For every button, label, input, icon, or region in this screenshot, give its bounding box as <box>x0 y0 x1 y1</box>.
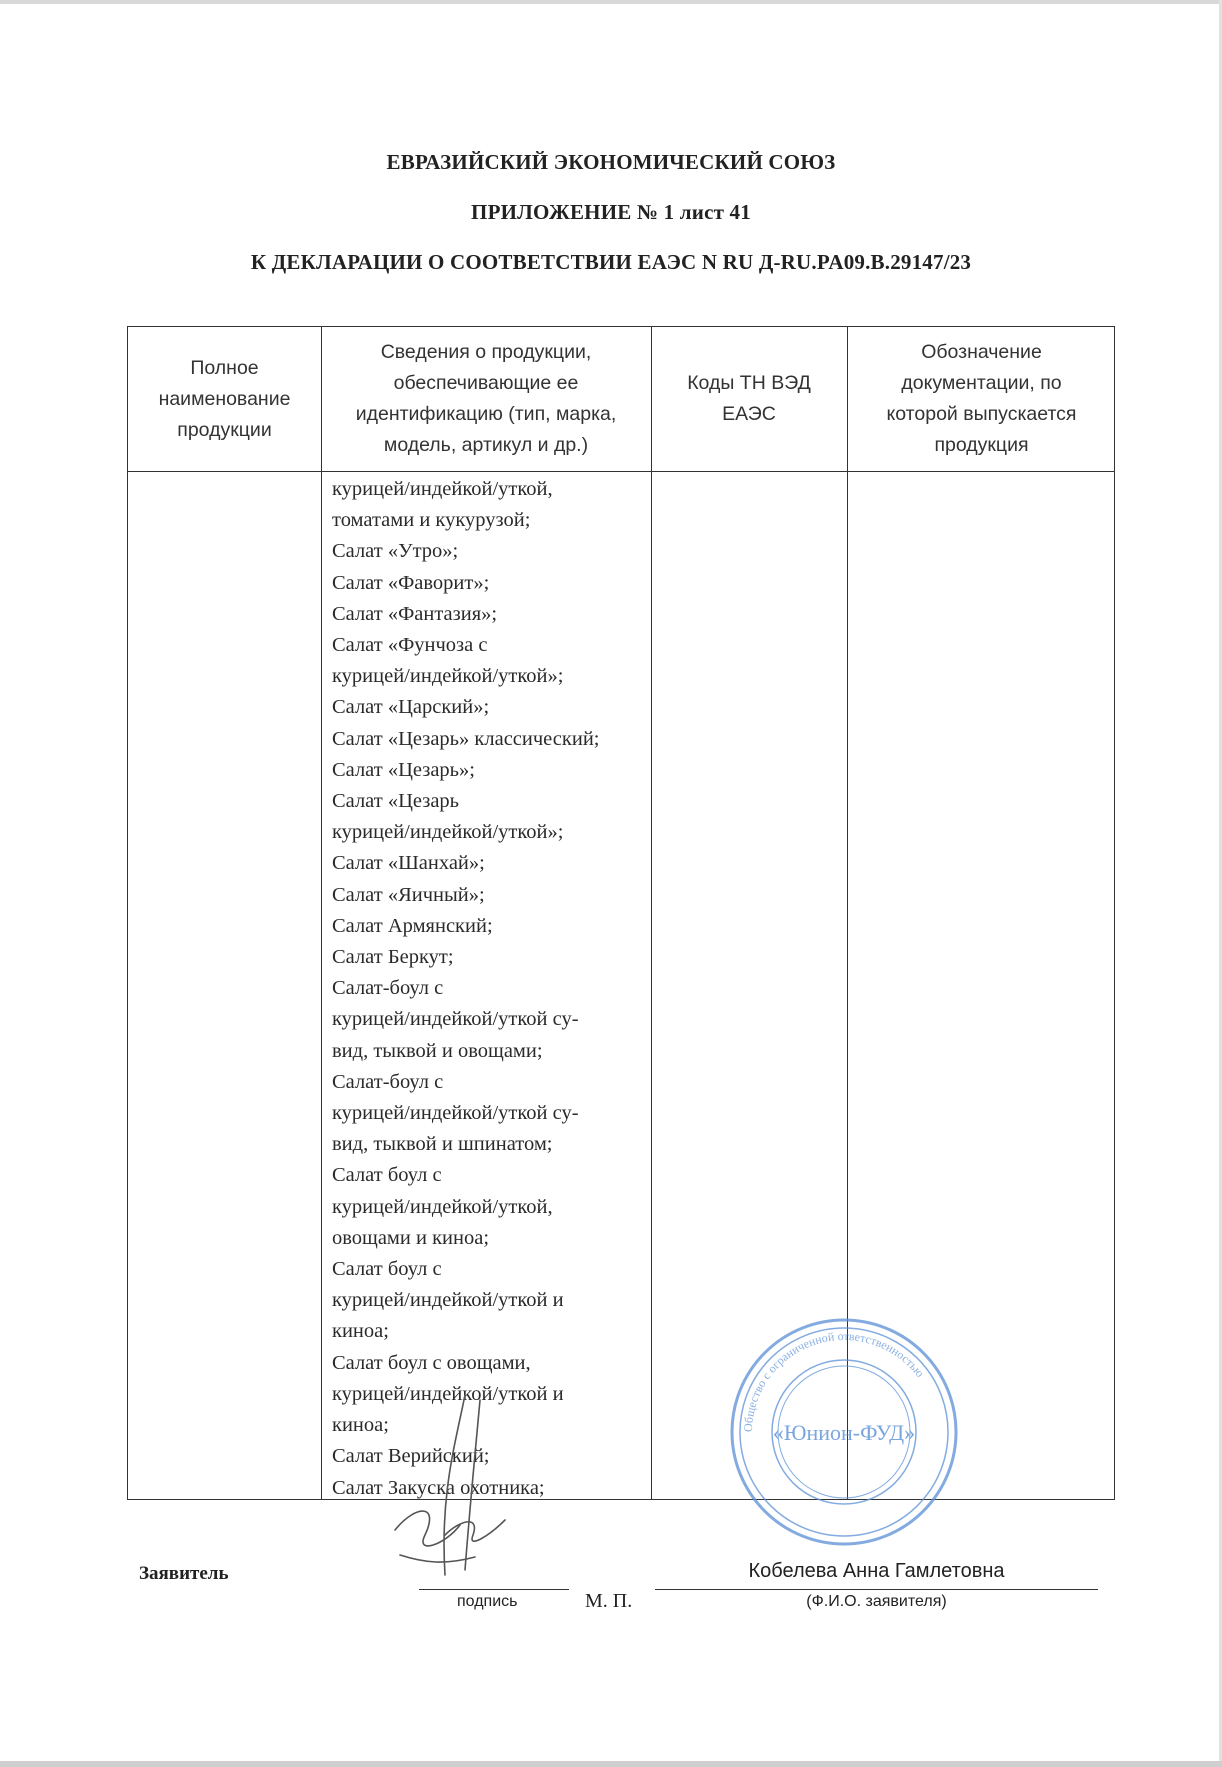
column-header-line: Обозначение <box>921 341 1042 363</box>
column-header-line: идентификацию (тип, марка, <box>355 403 617 425</box>
column-header-hs-codes <box>651 327 847 471</box>
product-info-line: Салат «Цезарь» классический; <box>332 727 600 750</box>
name-line <box>655 1589 1098 1590</box>
seal-ring-text: Общество с ограниченной ответственностью <box>740 1328 928 1433</box>
company-seal <box>728 1316 960 1548</box>
product-info-line: Салат «Утро»; <box>332 540 459 563</box>
product-info-line: Салат «Цезарь»; <box>332 758 475 781</box>
column-header-line: продукция <box>934 434 1029 456</box>
product-info-line: овощами и киноа; <box>332 1226 490 1249</box>
product-info-line: Салат-боул с <box>332 977 444 1000</box>
product-info-line: киноа; <box>332 1320 389 1343</box>
applicant-name: Кобелева Анна Гамлетовна <box>748 1560 1005 1582</box>
column-header-line: документации, по <box>901 372 1062 394</box>
column-header-line: наименование <box>158 387 291 410</box>
applicant-signature <box>385 1385 535 1585</box>
product-info-line: вид, тыквой и овощами; <box>332 1039 543 1062</box>
signature-caption: подпись <box>457 1593 518 1610</box>
product-info-line: Салат Закуска охотника; <box>332 1476 545 1499</box>
column-header-line: модель, артикул и др.) <box>383 434 589 456</box>
product-info-line: Салат Беркут; <box>332 946 454 969</box>
product-info-line: Салат «Яичный»; <box>332 883 485 906</box>
product-info-line: курицей/индейкой/уткой и <box>332 1382 564 1405</box>
column-header-line: Сведения о продукции, <box>380 341 592 363</box>
header-divider <box>128 471 1114 472</box>
union-title: ЕВРАЗИЙСКИЙ ЭКОНОМИЧЕСКИЙ СОЮЗ <box>386 150 836 174</box>
column-header-line: продукции <box>177 418 272 441</box>
product-info-line: томатами и кукурузой; <box>332 509 531 532</box>
scan-edge-bottom <box>0 1761 1222 1767</box>
product-info-line: Салат «Фантазия»; <box>332 602 498 625</box>
seal-mark: М. П. <box>585 1590 633 1612</box>
product-info-line: Салат «Фунчоза с <box>332 634 488 657</box>
product-info-line: курицей/индейкой/уткой»; <box>332 821 564 844</box>
declaration-title: К ДЕКЛАРАЦИИ О СООТВЕТСТВИИ ЕАЭС N RU Д-RU.PA09.B.29147/23 <box>250 250 972 274</box>
signature-line <box>419 1589 569 1590</box>
applicant-label: Заявитель <box>139 1563 229 1584</box>
column-header-line: Полное <box>190 356 259 379</box>
product-info-list <box>332 474 647 1504</box>
product-info-line: курицей/индейкой/уткой су- <box>332 1008 579 1031</box>
seal-center-text: «Юнион-ФУД» <box>772 1420 916 1445</box>
product-info-line: киноа; <box>332 1414 389 1437</box>
product-info-line: Салат «Цезарь <box>332 790 460 813</box>
column-header-product-info <box>321 327 651 471</box>
product-info-line: курицей/индейкой/уткой и <box>332 1289 564 1312</box>
column-header-line: Коды ТН ВЭД <box>687 372 811 394</box>
product-info-line: курицей/индейкой/уткой, <box>332 1195 553 1218</box>
product-info-line: Салат «Фаворит»; <box>332 571 490 594</box>
product-info-line: Салат-боул с <box>332 1070 444 1093</box>
product-info-line: Салат Верийский; <box>332 1445 490 1468</box>
column-header-line: ЕАЭС <box>722 403 776 425</box>
name-caption: (Ф.И.О. заявителя) <box>806 1593 947 1610</box>
product-info-line: курицей/индейкой/уткой, <box>332 478 553 500</box>
column-header-line: обеспечивающие ее <box>393 372 579 394</box>
column-header-line: которой выпускается <box>886 403 1077 425</box>
product-info-line: курицей/индейкой/уткой»; <box>332 665 564 688</box>
column-header-documentation <box>847 327 1116 471</box>
column-divider <box>651 327 652 1499</box>
product-info-line: Салат «Царский»; <box>332 696 490 719</box>
column-divider <box>321 327 322 1499</box>
product-info-line: Салат «Шанхай»; <box>332 852 485 875</box>
product-info-line: курицей/индейкой/уткой су- <box>332 1102 579 1125</box>
appendix-title: ПРИЛОЖЕНИЕ № 1 лист 41 <box>471 200 751 224</box>
product-info-line: Салат боул с <box>332 1258 442 1281</box>
column-header-product-name <box>128 327 321 471</box>
scan-edge-top <box>0 0 1222 4</box>
product-info-line: вид, тыквой и шпинатом; <box>332 1133 553 1156</box>
product-info-line: Салат Армянский; <box>332 914 493 937</box>
product-info-line: Салат боул с овощами, <box>332 1351 531 1374</box>
product-info-line: Салат боул с <box>332 1164 442 1187</box>
